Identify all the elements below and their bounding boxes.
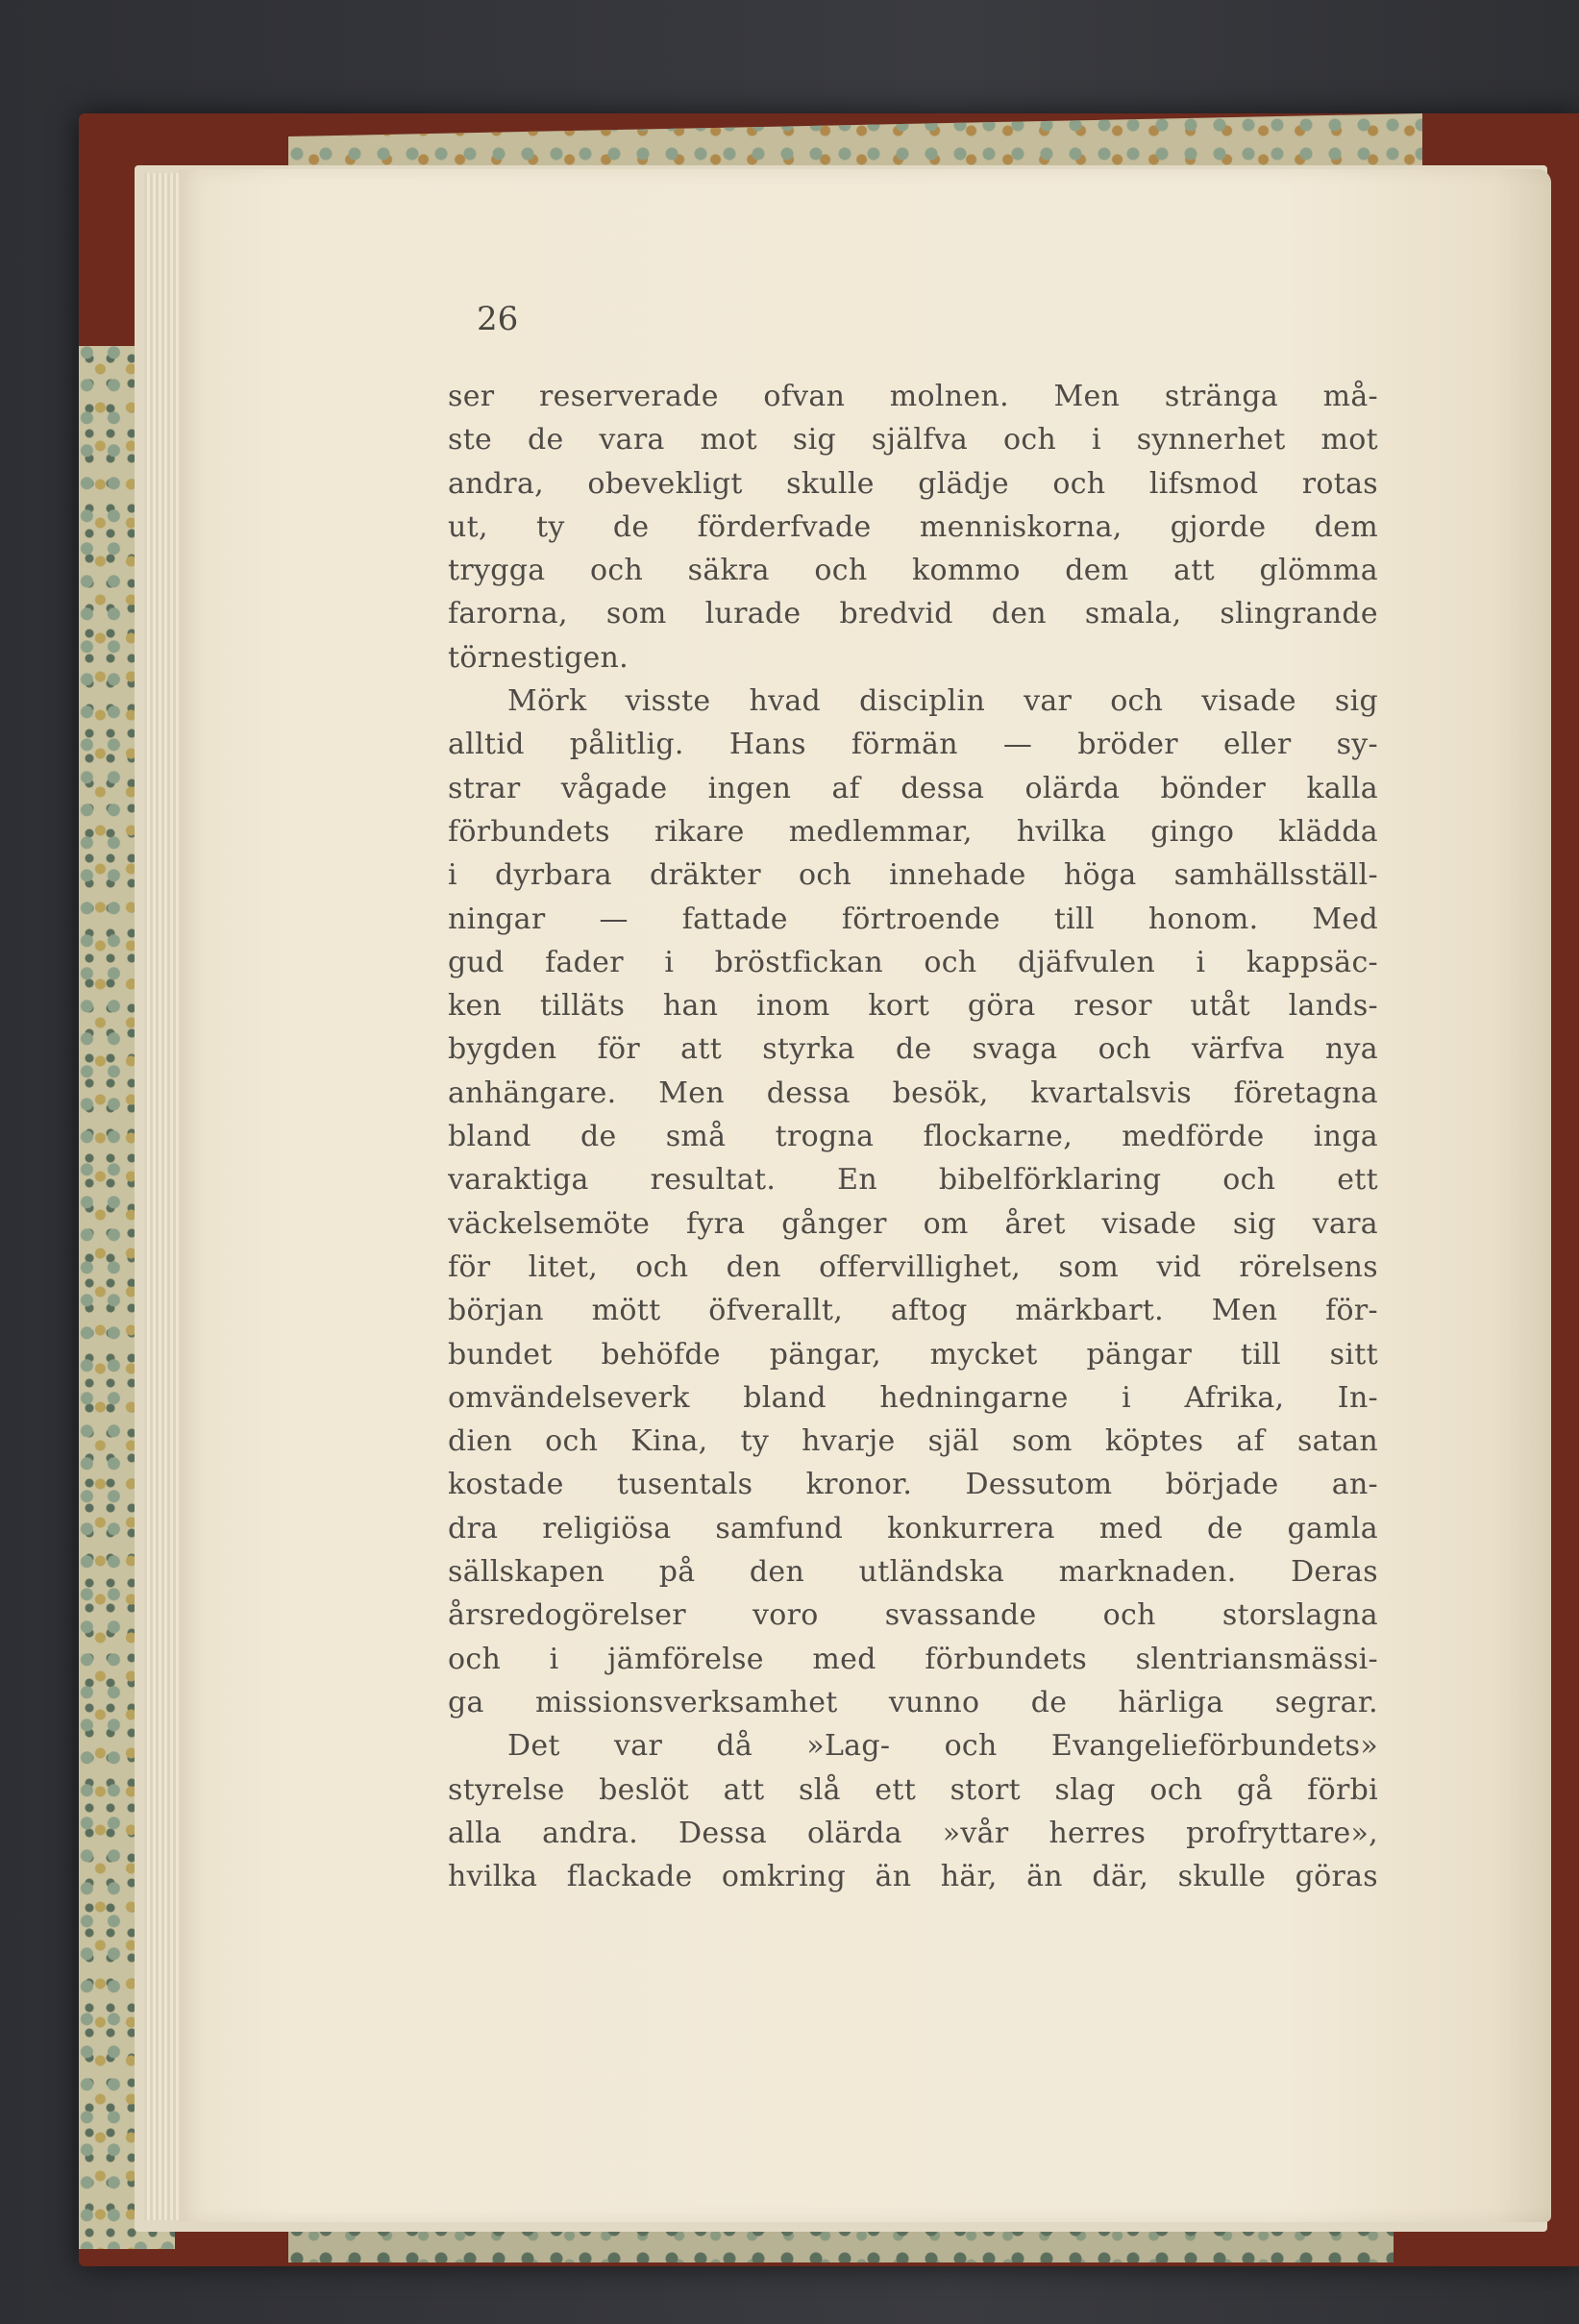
text-line: trygga och säkra och kommo dem att glömma — [448, 554, 1378, 588]
text-line: omvändelseverk bland hedningarne i Afrika, In- — [448, 1380, 1378, 1415]
text-line: anhängare. Men dessa besök, kvartalsvis företagna — [448, 1075, 1378, 1110]
text-line: törnestigen. — [448, 640, 629, 675]
text-line: ser reserverade ofvan molnen. Men stränga må- — [448, 380, 1378, 413]
text-line: årsredogörelser voro svassande och storslagna — [448, 1598, 1378, 1633]
text-line: Det var då »Lag- och Evangelieförbundets» — [507, 1729, 1378, 1764]
text-line: bland de små trogna flockarne, medförde inga — [448, 1120, 1378, 1154]
text-line: sällskapen på den utländska marknaden. Deras — [448, 1555, 1378, 1590]
text-line: för litet, och den offervillighet, som vid rörelsens — [448, 1249, 1378, 1284]
text-line: bygden för att styrka de svaga och värfva nya — [448, 1032, 1378, 1067]
text-line: ken tilläts han inom kort göra resor utåt lands- — [448, 989, 1378, 1024]
text-line: ga missionsverksamhet vunno de härliga segrar. — [448, 1685, 1378, 1719]
text-line: ningar — fattade förtroende till honom. Med — [448, 902, 1378, 936]
text-line: början mött öfverallt, aftog märkbart. Men för- — [448, 1294, 1378, 1328]
text-line: hvilka flackade omkring än här, än där, skulle göras — [448, 1860, 1378, 1894]
text-line: ste de vara mot sig själfva och i synnerhet mot — [448, 423, 1378, 457]
text-line: ut, ty de förderfvade menniskorna, gjorde dem — [448, 509, 1378, 544]
text-line: dra religiösa samfund konkurrera med de gamla — [448, 1511, 1378, 1545]
text-line: bundet behöfde pängar, mycket pängar till sitt — [448, 1337, 1378, 1372]
body-text — [448, 375, 1378, 1898]
text-line: styrelse beslöt att slå ett stort slag och gå förbi — [448, 1772, 1378, 1807]
text-line: Mörk visste hvad disciplin var och visade sig — [507, 684, 1378, 719]
text-line: väckelsemöte fyra gånger om året visade sig vara — [448, 1206, 1378, 1241]
page-edges — [144, 173, 183, 2220]
text-line: strar vågade ingen af dessa olärda bönder kalla — [448, 771, 1378, 805]
text-line: i dyrbara dräkter och innehade höga samhällsställ- — [448, 858, 1378, 893]
text-line: alltid pålitlig. Hans förmän — bröder eller sy- — [448, 728, 1378, 762]
text-line: farorna, som lurade bredvid den smala, slingrande — [448, 597, 1378, 631]
text-line: varaktiga resultat. En bibelförklaring och ett — [448, 1163, 1378, 1198]
text-line: förbundets rikare medlemmar, hvilka gingo klädda — [448, 814, 1378, 849]
text-line: och i jämförelse med förbundets slentriansmässi- — [448, 1642, 1378, 1676]
page-number: 26 — [477, 300, 519, 338]
text-line: alla andra. Dessa olärda »vår herres profryttare», — [448, 1816, 1378, 1850]
text-line: kostade tusentals kronor. Dessutom började an- — [448, 1468, 1378, 1502]
text-line: gud fader i bröstfickan och djäfvulen i kappsäc- — [448, 945, 1378, 979]
text-line: andra, obevekligt skulle glädje och lifsmod rotas — [448, 466, 1378, 501]
text-line: dien och Kina, ty hvarje själ som köptes af satan — [448, 1424, 1378, 1459]
